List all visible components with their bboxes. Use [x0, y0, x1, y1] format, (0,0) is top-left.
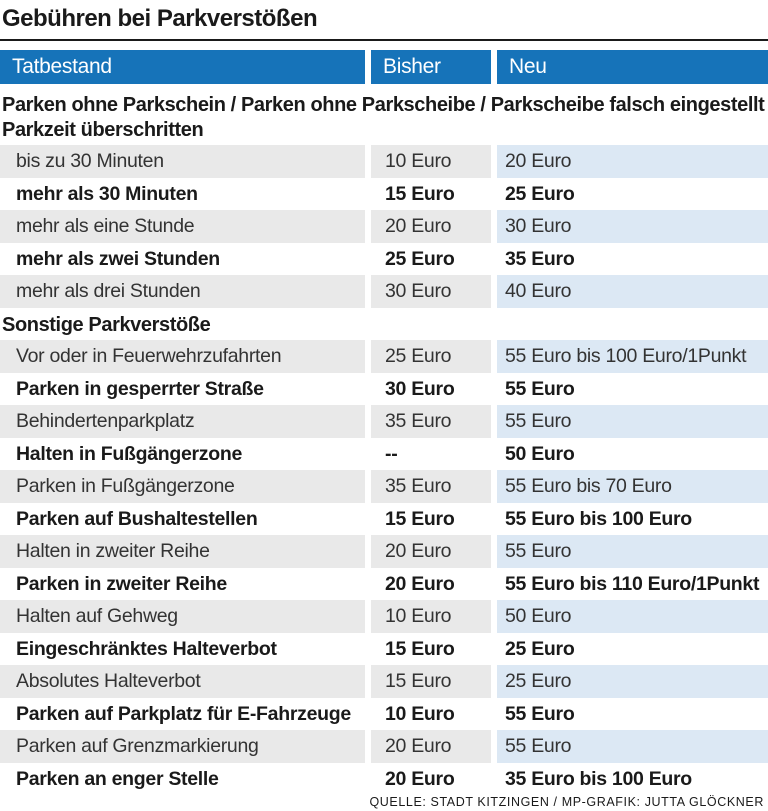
cell-neu: 30 Euro: [497, 210, 768, 243]
cell-bisher: 15 Euro: [385, 182, 455, 205]
cell-tatbestand: Parken an enger Stelle: [16, 767, 219, 790]
table-row: [0, 373, 768, 406]
cell-neu: 25 Euro: [505, 637, 575, 660]
cell-bisher: 15 Euro: [385, 507, 455, 530]
cell-neu: 55 Euro: [505, 377, 575, 400]
column-header-neu: Neu: [497, 50, 768, 84]
table-row: [0, 405, 768, 438]
cell-bisher: 15 Euro: [371, 665, 491, 698]
table-row: [0, 503, 768, 536]
table-row: [0, 730, 768, 763]
table-row: [0, 210, 768, 243]
cell-neu: 55 Euro bis 70 Euro: [497, 470, 768, 503]
title-divider: [0, 39, 768, 41]
table-row: [0, 145, 768, 178]
section-heading-parkschein: Parken ohne Parkschein / Parken ohne Parkscheibe / Parkscheibe falsch eingestellt: [2, 94, 765, 116]
table-row: [0, 665, 768, 698]
table-row: [0, 600, 768, 633]
table-row: [0, 178, 768, 211]
cell-neu: 35 Euro: [505, 247, 575, 270]
cell-tatbestand: Parken auf Grenzmarkierung: [0, 730, 365, 763]
cell-bisher: 25 Euro: [385, 247, 455, 270]
cell-neu: 55 Euro: [497, 535, 768, 568]
cell-bisher: 20 Euro: [371, 535, 491, 568]
cell-tatbestand: Parken in zweiter Reihe: [16, 572, 227, 595]
table-row: [0, 340, 768, 373]
cell-tatbestand: Behindertenparkplatz: [0, 405, 365, 438]
cell-tatbestand: mehr als eine Stunde: [0, 210, 365, 243]
cell-tatbestand: Parken auf Bushaltestellen: [16, 507, 258, 530]
cell-bisher: --: [385, 442, 398, 465]
column-header-bisher: Bisher: [371, 50, 491, 84]
cell-bisher: 15 Euro: [385, 637, 455, 660]
cell-bisher: 20 Euro: [371, 730, 491, 763]
page-title: Gebühren bei Parkverstößen: [2, 5, 318, 32]
cell-tatbestand: Parken in gesperrter Straße: [16, 377, 264, 400]
cell-neu: 55 Euro bis 100 Euro/1Punkt: [497, 340, 768, 373]
cell-tatbestand: mehr als zwei Stunden: [16, 247, 220, 270]
table-row: [0, 470, 768, 503]
table-row: [0, 535, 768, 568]
cell-tatbestand: mehr als 30 Minuten: [16, 182, 198, 205]
cell-neu: 50 Euro: [497, 600, 768, 633]
cell-tatbestand: Halten auf Gehweg: [0, 600, 365, 633]
cell-bisher: 30 Euro: [385, 377, 455, 400]
cell-neu: 25 Euro: [505, 182, 575, 205]
cell-bisher: 10 Euro: [371, 145, 491, 178]
cell-bisher: 20 Euro: [385, 572, 455, 595]
table-row: [0, 568, 768, 601]
cell-tatbestand: bis zu 30 Minuten: [0, 145, 365, 178]
cell-bisher: 35 Euro: [371, 470, 491, 503]
cell-tatbestand: Eingeschränktes Halteverbot: [16, 637, 277, 660]
cell-tatbestand: Halten in zweiter Reihe: [0, 535, 365, 568]
cell-neu: 25 Euro: [497, 665, 768, 698]
source-credit: QUELLE: STADT KITZINGEN / MP-GRAFIK: JUTTA GLÖCKNER: [369, 795, 764, 809]
table-row: [0, 698, 768, 731]
cell-tatbestand: Halten in Fußgängerzone: [16, 442, 243, 465]
cell-bisher: 30 Euro: [371, 275, 491, 308]
cell-bisher: 10 Euro: [371, 600, 491, 633]
cell-tatbestand: Absolutes Halteverbot: [0, 665, 365, 698]
cell-neu: 55 Euro bis 100 Euro: [505, 507, 692, 530]
cell-bisher: 20 Euro: [371, 210, 491, 243]
section-subheading-parkzeit: Parkzeit überschritten: [2, 119, 204, 141]
table-row: [0, 633, 768, 666]
cell-tatbestand: Parken in Fußgängerzone: [0, 470, 365, 503]
cell-neu: 40 Euro: [497, 275, 768, 308]
cell-neu: 55 Euro: [497, 405, 768, 438]
cell-bisher: 10 Euro: [385, 702, 455, 725]
cell-tatbestand: Parken auf Parkplatz für E-Fahrzeuge: [16, 702, 351, 725]
column-header-tatbestand: Tatbestand: [0, 50, 365, 84]
cell-bisher: 20 Euro: [385, 767, 455, 790]
cell-neu: 35 Euro bis 100 Euro: [505, 767, 692, 790]
cell-neu: 55 Euro: [505, 702, 575, 725]
cell-bisher: 35 Euro: [371, 405, 491, 438]
cell-bisher: 25 Euro: [371, 340, 491, 373]
table-row: [0, 243, 768, 276]
table-row: [0, 438, 768, 471]
section-heading-sonstige: Sonstige Parkverstöße: [2, 314, 211, 336]
cell-tatbestand: Vor oder in Feuerwehrzufahrten: [0, 340, 365, 373]
cell-neu: 55 Euro: [497, 730, 768, 763]
cell-neu: 55 Euro bis 110 Euro/1Punkt: [505, 572, 760, 595]
cell-neu: 20 Euro: [497, 145, 768, 178]
cell-tatbestand: mehr als drei Stunden: [0, 275, 365, 308]
table-row: [0, 763, 768, 796]
table-row: [0, 275, 768, 308]
cell-neu: 50 Euro: [505, 442, 575, 465]
